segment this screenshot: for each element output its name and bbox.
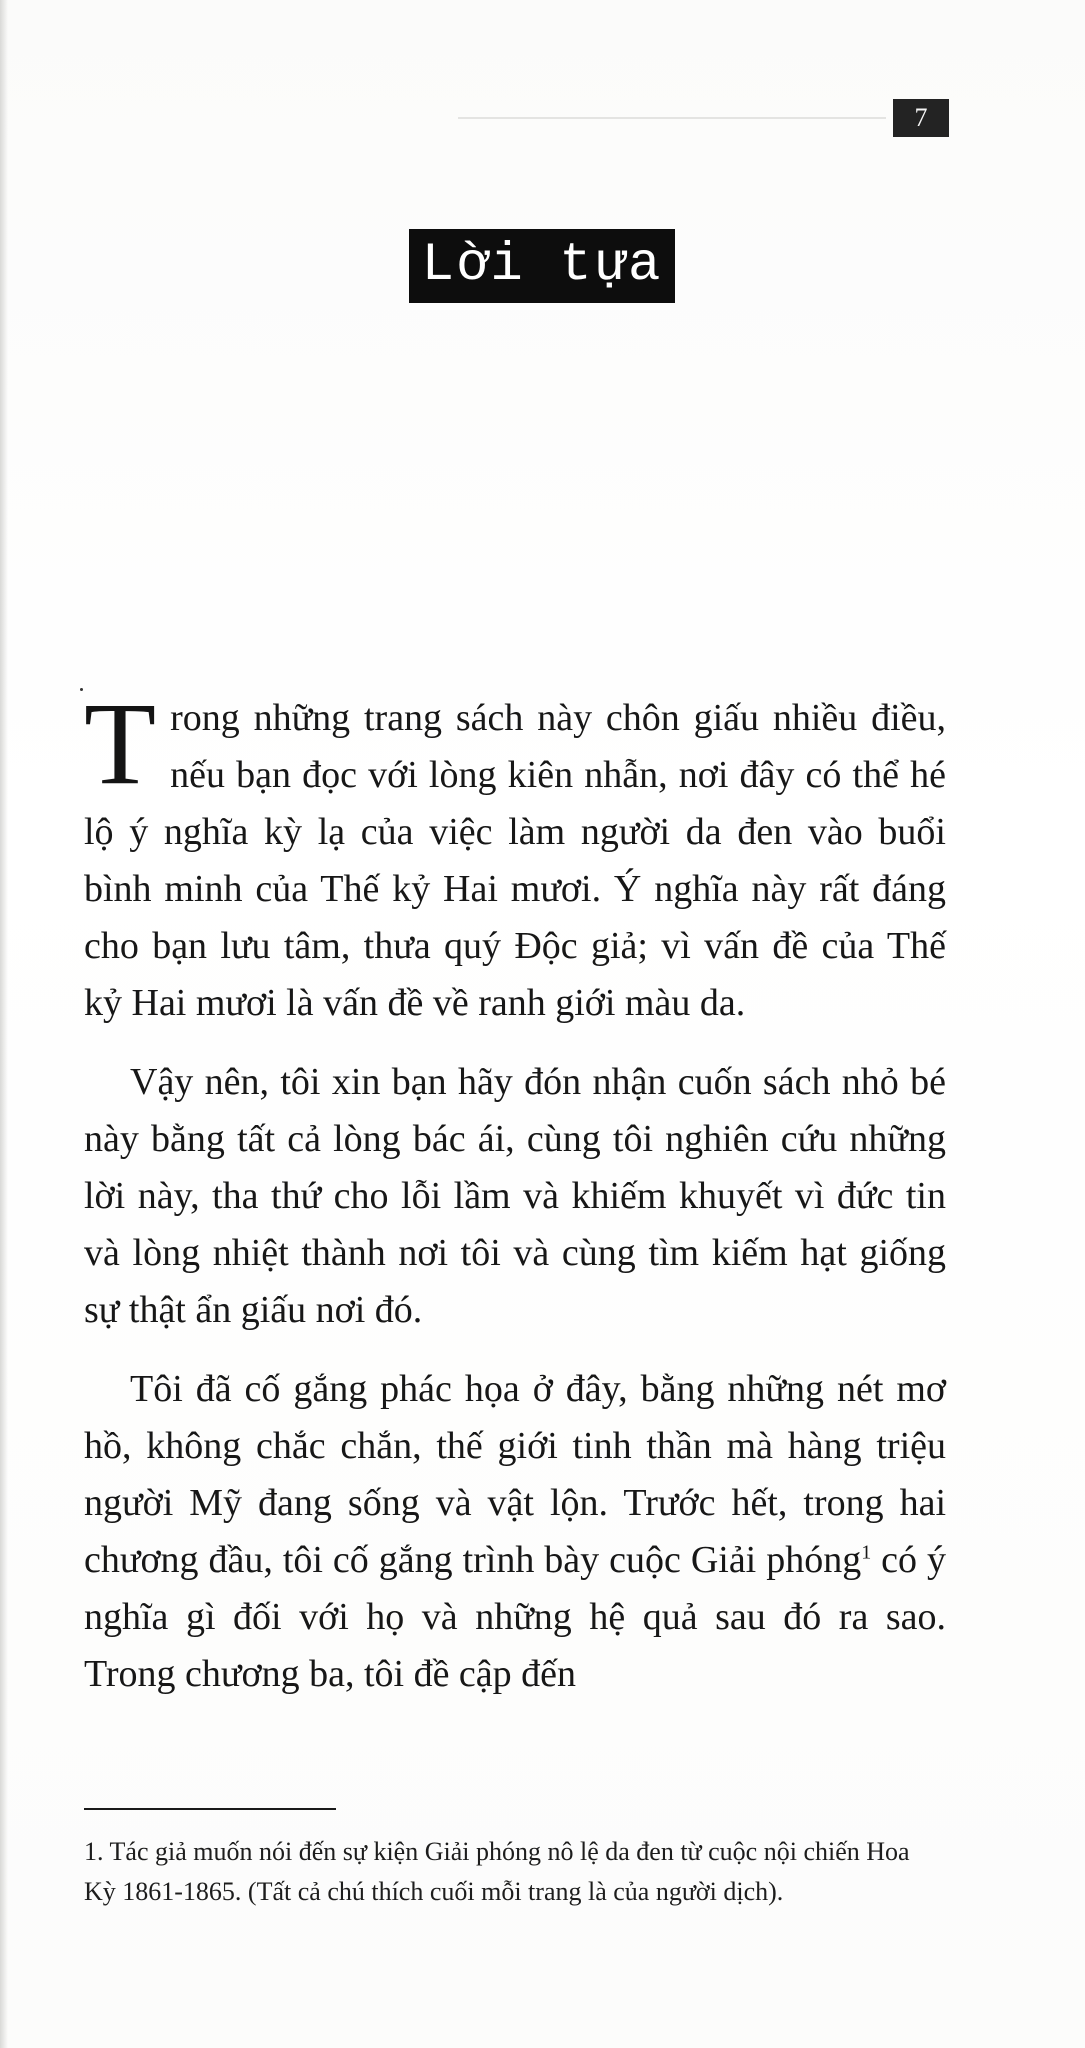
paragraph-3-text-b: có ý nghĩa gì đối với họ và những hệ quả sau đó ra sao. Trong chương ba, tôi đề cập đến — [84, 1539, 947, 1695]
footnote-separator — [84, 1808, 336, 1810]
header-rule — [458, 117, 886, 119]
footnote: 1. Tác giả muốn nói đến sự kiện Giải phóng nô lệ da đen từ cuộc nội chiến Hoa Kỳ 1861-1865. (Tất cả chú thích cuối mỗi trang là của người dịch). — [84, 1837, 910, 1906]
drop-cap: T — [84, 678, 157, 809]
chapter-title: Lời tựa — [409, 229, 675, 303]
body-text — [84, 678, 947, 1703]
paragraph-3 — [84, 1361, 946, 1703]
paragraph-3-text-a: Tôi đã cố gắng phác họa ở đây, bằng những nét mơ hồ, không chắc chắn, thế giới tinh thần mà hàng triệu người Mỹ đang sống và vật lộn. Trước hết, trong hai chương đầu, tôi cố gắng trình bày cuộc Giải phóng — [84, 1368, 946, 1581]
print-speck — [80, 688, 83, 691]
page-number: 7 — [893, 99, 949, 137]
page-binding-shadow — [0, 0, 8, 2048]
paragraph-1 — [84, 678, 946, 1032]
footnote-marker: 1 — [861, 1541, 872, 1564]
paragraph-1-text: rong những trang sách này chôn giấu nhiều điều, nếu bạn đọc với lòng kiên nhẫn, nơi đây có thể hé lộ ý nghĩa kỳ lạ của việc làm người da đen vào buổi bình minh của Thế kỷ Hai mươi. Ý nghĩa này rất đáng cho bạn lưu tâm, thưa quý Độc giả; vì vấn đề của Thế kỷ Hai mươi là vấn đề về ranh giới màu da. — [84, 697, 946, 1024]
paragraph-2: Vậy nên, tôi xin bạn hãy đón nhận cuốn sách nhỏ bé này bằng tất cả lòng bác ái, cùng tôi nghiên cứu những lời này, tha thứ cho lỗi lầm và khiếm khuyết vì đức tin và lòng nhiệt thành nơi tôi và cùng tìm kiếm hạt giống sự thật ẩn giấu nơi đó. — [84, 1061, 946, 1331]
